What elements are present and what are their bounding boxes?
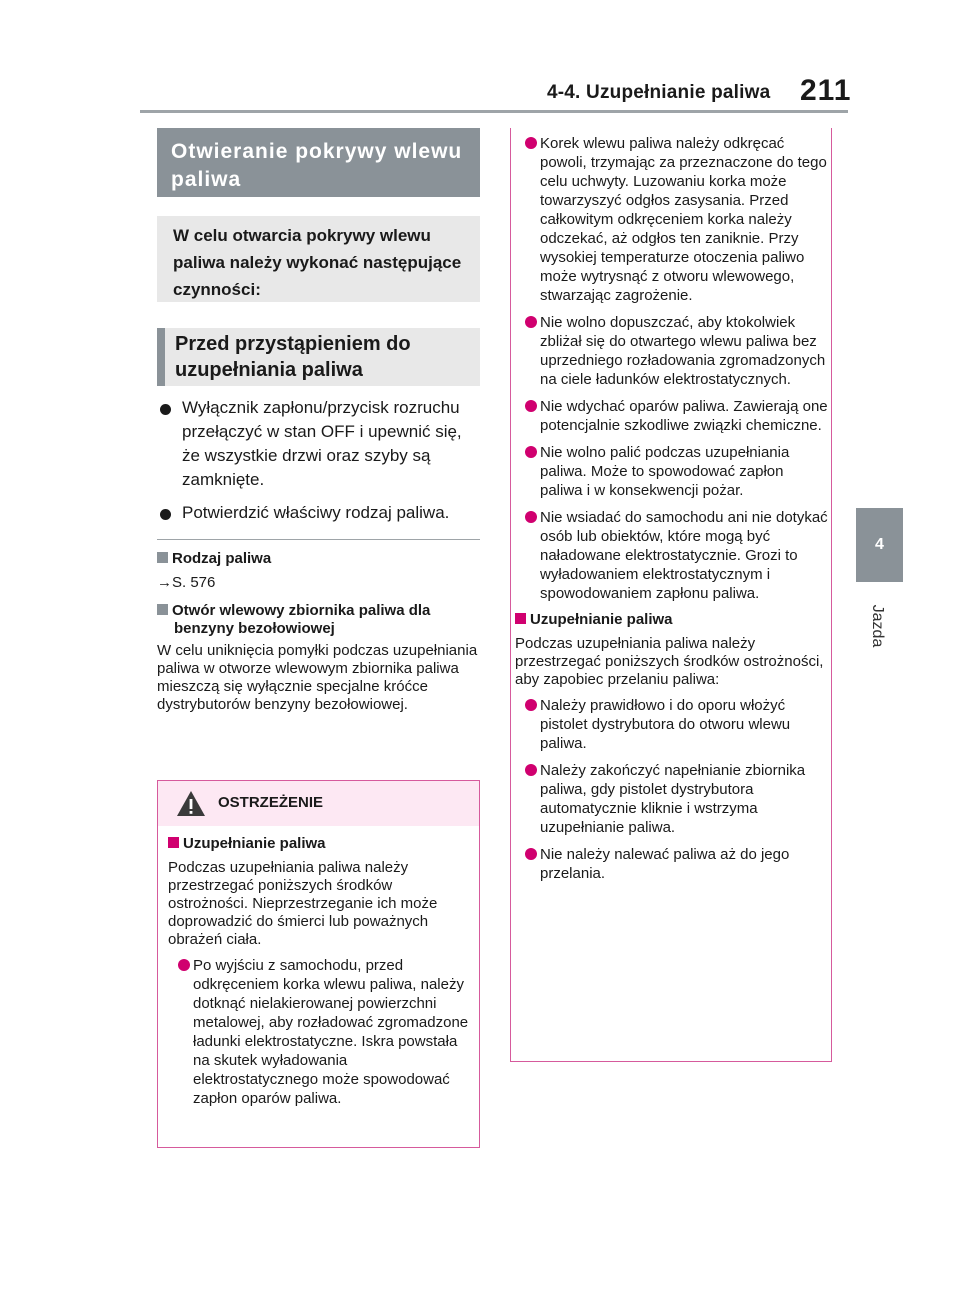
chapter-label: [862, 596, 892, 656]
bullet-dot-icon: [160, 404, 171, 415]
bullet-dot-icon: [525, 400, 537, 412]
note-title: [157, 602, 480, 638]
warning-label: OSTRZEŻENIE: [218, 794, 324, 811]
warning-intro: Podczas uzupełniania paliwa należy przestrzegać poniższych środków ostrożności, aby zapobiec przelaniu paliwa:: [515, 635, 824, 688]
warning-item: [168, 956, 469, 1108]
step-text: Wyłącznik zapłonu/przycisk rozruchu przełączyć w stan OFF i upewnić się, że wszystkie drzwi oraz szyby są zamknięte.: [182, 398, 462, 489]
chapter-tab: 4: [856, 508, 903, 582]
header-divider: [140, 110, 848, 113]
warning-item: [515, 134, 829, 305]
step-item: [157, 501, 480, 525]
intro-heading: W celu otwarcia pokrywy wlewu paliwa należy wykonać następujące czynności:: [157, 216, 480, 302]
warning-item-text: Należy zakończyć napełnianie zbiornika paliwa, gdy pistolet dystrybutora automatycznie kliknie i wstrzyma uzupełnianie paliwa.: [540, 762, 806, 836]
warning-item-text: Nie wsiadać do samochodu ani nie dotykać osób lub obiektów, które mogą być naładowane elektrostatycznie. Grozi to wyładowaniem elektrostatycznym i spowodowaniem zapłonu paliwa.: [540, 509, 828, 602]
square-bullet-icon: [168, 837, 179, 848]
page-reference[interactable]: →S. 576: [157, 574, 216, 591]
warning-item-text: Korek wlewu paliwa należy odkręcać powoli, trzymając za przeznaczone do tego celu uchwyty. Luzowaniu korka może towarzyszyć odgłos zasysania. Przed całkowitym odkręceniem korka należy odczekać, aż odgłos ten zaniknie. Przy wysokiej temperaturze otoczenia paliwo może wytrysnąć z otworu wlewowego, stwarzając zagrożenie.: [540, 135, 827, 304]
note-text: W celu uniknięcia pomyłki podczas uzupełniania paliwa w otworze wlewowym zbiornika paliwa mieszczą się wyłącznie specjalne króćce dystrybutorów benzyny bezołowiowej.: [157, 642, 478, 713]
note-title-text: Otwór wlewowy zbiornika paliwa dla benzyny bezołowiowej: [172, 602, 431, 637]
warning-item: [515, 443, 829, 500]
warning-item-text: Nie wdychać oparów paliwa. Zawierają one potencjalnie szkodliwe związki chemiczne.: [540, 398, 828, 434]
bullet-dot-icon: [525, 446, 537, 458]
step-item: [157, 396, 480, 492]
note-title: [157, 550, 480, 568]
warning-item-text: Należy prawidłowo i do oporu włożyć pistolet dystrybutora do otworu wlewu paliwa.: [540, 697, 791, 752]
warning-item: [515, 845, 829, 883]
sub-heading: Przed przystąpieniem do uzupełniania paliwa: [157, 328, 480, 386]
bullet-dot-icon: [525, 316, 537, 328]
bullet-dot-icon: [525, 848, 537, 860]
bullet-dot-icon: [525, 511, 537, 523]
warning-item: [515, 397, 829, 435]
warning-continued-box: [510, 128, 832, 1062]
warning-body: [158, 826, 479, 1108]
warning-item-text: Nie wolno palić podczas uzupełniania paliwa. Może to spowodować zapłon paliwa i w konsekwencji pożar.: [540, 444, 790, 499]
chapter-label-text: Jazda: [869, 604, 886, 648]
warning-title-text: Uzupełnianie paliwa: [530, 611, 673, 628]
bullet-dot-icon: [525, 699, 537, 711]
warning-intro: Podczas uzupełniania paliwa należy przestrzegać poniższych środków ostrożności. Nieprzestrzeganie ich może doprowadzić do śmierci lub poważnych obrażeń ciała.: [168, 859, 438, 948]
step-text: Potwierdzić właściwy rodzaj paliwa.: [182, 503, 450, 522]
page-number: 211: [800, 74, 852, 107]
square-bullet-icon: [157, 552, 168, 563]
warning-item-text: Nie wolno dopuszczać, aby ktokolwiek zbliżał się do otwartego wlewu paliwa bez uprzedniego rozładowania zgromadzonych na ciele ładunków elektrostatycznych.: [540, 314, 826, 388]
warning-item: [515, 761, 829, 837]
bullet-dot-icon: [178, 959, 190, 971]
bullet-dot-icon: [525, 764, 537, 776]
section-title: 4-4. Uzupełnianie paliwa: [547, 82, 771, 103]
warning-header: [158, 781, 479, 826]
left-column: [157, 128, 480, 714]
warning-title: [168, 835, 469, 853]
main-heading: Otwieranie pokrywy wlewu paliwa: [157, 128, 480, 197]
warning-box: [157, 780, 480, 1148]
note-title-text: Rodzaj paliwa: [172, 550, 272, 567]
section-divider: [157, 539, 480, 540]
warning-item-text: Po wyjściu z samochodu, przed odkręceniem korka wlewu paliwa, należy dotknąć nielakierowanej powierzchni metalowej, aby rozładować zgromadzone ładunki elektrostatyczne. Iskra powstała na skutek wyładowania elektrostatycznego może spowodować zapłon oparów paliwa.: [193, 957, 469, 1107]
warning-item-text: Nie należy nalewać paliwa aż do jego przelania.: [540, 846, 790, 882]
square-bullet-icon: [157, 604, 168, 615]
step-list: [157, 396, 480, 525]
warning-item: [515, 508, 829, 603]
warning-title: [515, 611, 829, 629]
warning-triangle-icon: [176, 790, 206, 817]
warning-item: [515, 696, 829, 753]
bullet-dot-icon: [160, 509, 171, 520]
warning-title-text: Uzupełnianie paliwa: [183, 835, 326, 852]
warning-continued-body: [511, 128, 831, 883]
bullet-dot-icon: [525, 137, 537, 149]
square-bullet-icon: [515, 613, 526, 624]
warning-item: [515, 313, 829, 389]
